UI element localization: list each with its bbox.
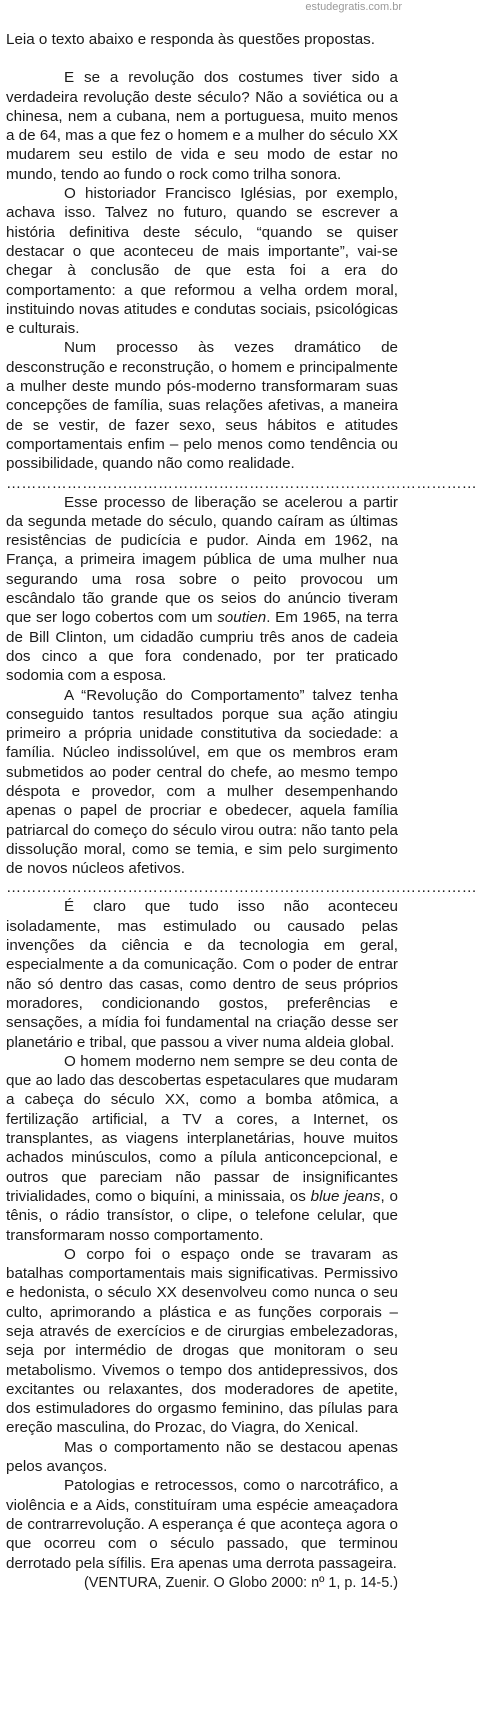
paragraph-3: Num processo às vezes dramático de desconstrução e reconstrução, o homem e principalmente a mulher deste mundo pós-moderno transformaram suas concepções de família, suas relações afetivas, a maneira de se vestir, de fazer sexo, seus hábitos e atitudes comportamentais enfim – pelo menos como tendência ou possibilidade, quando não como realidade.: [6, 339, 398, 473]
paragraph-8: O corpo foi o espaço onde se travaram as batalhas comportamentais mais significativas. Permissivo e hedonista, o século XX desenvolveu como nunca o seu culto, aprimorando a plástica e as funções corporais – seja através de exercícios e de cirurgias embelezadoras, seja por intermédio de drogas que monitoram o seu metabolismo. Vivemos o tempo dos antidepressivos, dos excitantes ou relaxantes, dos moderadores de apetite, dos estimuladores do orgasmo feminino, das pílulas para ereção masculina, do Prozac, do Viagra, do Xenical.: [6, 1245, 398, 1437]
ellipsis-separator-2: …………………………………………………………………………………: [6, 879, 477, 897]
paragraph-1: E se a revolução dos costumes tiver sido a verdadeira revolução deste século? Não a soviética ou a chinesa, nem a cubana, nem a portuguesa, muito menos a de 64, mas a que fez o homem e a mulher do século XX mudarem seu estilo de vida e seu modo de estar no mundo, tendo ao fundo o rock como trilha sonora.: [6, 69, 398, 183]
paragraph-7-text-b: , o tênis, o rádio transístor, o clipe, o telefone celular, que transformaram nosso comportamento.: [6, 1187, 398, 1244]
article-text: [6, 30, 477, 1592]
source-citation: (VENTURA, Zuenir. O Globo 2000: nº 1, p. 14-5.): [84, 1574, 398, 1591]
paragraph-2: O historiador Francisco Iglésias, por exemplo, achava isso. Talvez no futuro, quando se escrever a história definitiva deste século, “quando se quiser destacar o que aconteceu de mais importante”, vai-se chegar à conclusão de que esta foi a era do comportamento: a que reformou a velha ordem moral, instituindo novas atitudes e condutas sociais, psicológicas e culturais.: [6, 185, 398, 338]
ellipsis-separator: …………………………………………………………………………………: [6, 474, 477, 492]
instruction-text: Leia o texto abaixo e responda às questões propostas.: [6, 31, 375, 48]
paragraph-4-text-b: . Em 1965, na terra de Bill Clinton, um cidadão cumpriu três anos de cadeia dos cinco a que fora condenado, por ter praticado sodomia com a esposa.: [6, 609, 398, 685]
paragraph-4-text-a: Esse processo de liberação se acelerou a partir da segunda metade do século, quando caíram as últimas resistências de pudicícia e pudor. Ainda em 1962, na França, a primeira imagem pública de uma mulher nua segurando uma rosa sobre o peito provocou um escândalo tão grande que os seios do anúncio tiveram que ser logo cobertos com um: [6, 493, 398, 627]
paragraph-7-text-a: O homem moderno nem sempre se deu conta de que ao lado das descobertas espetaculares que mudaram a cabeça do século XX, como a bomba atômica, a fertilização artificial, a TV a cores, a Internet, os transplantes, as viagens interplanetárias, houve muitos achados minúsculos, como a pílula anticoncepcional, e outros que pareciam não passar de insignificantes trivialidades, como o biquíni, a minissaia, os: [6, 1052, 398, 1205]
paragraph-6: É claro que tudo isso não aconteceu isoladamente, mas estimulado ou causado pelas invenções da ciência e da tecnologia em geral, especialmente a da comunicação. Com o poder de entrar não só dentro das casas, como dentro de seus próprios moradores, condicionando gostos, preferências e sensações, a mídia foi fundamental na criação desse ser planetário e tribal, que passou a viver numa aldeia global.: [6, 898, 398, 1051]
paragraph-5: A “Revolução do Comportamento” talvez tenha conseguido tantos resultados porque sua ação atingiu primeiro a própria unidade constitutiva da sociedade: a família. Núcleo indissolúvel, em que os membros eram submetidos ao poder central do chefe, ao mesmo tempo déspota e provedor, com a mulher desempenhando apenas o papel de procriar e obedecer, aquela família patriarcal do começo do século virou outra: não tanto pela dissolução moral, como se temia, e sim pelo surgimento de novos núcleos afetivos.: [6, 686, 398, 878]
paragraph-4-italic: soutien: [217, 609, 267, 627]
paragraph-9: Mas o comportamento não se destacou apenas pelos avanços.: [6, 1438, 398, 1476]
paragraph-7-italic: blue jeans: [310, 1187, 381, 1205]
paragraph-10: Patologias e retrocessos, como o narcotráfico, a violência e a Aids, constituíram uma espécie ameaçadora de contrarrevolução. A esperança é que aconteça agora o que ocorreu com o século passado, que terminou derrotado pela sífilis. Era apenas uma derrota passageira.: [6, 1477, 398, 1572]
paragraph-4: [6, 493, 398, 686]
site-watermark: estudegratis.com.br: [305, 1, 402, 13]
paragraph-7: [6, 1052, 398, 1245]
